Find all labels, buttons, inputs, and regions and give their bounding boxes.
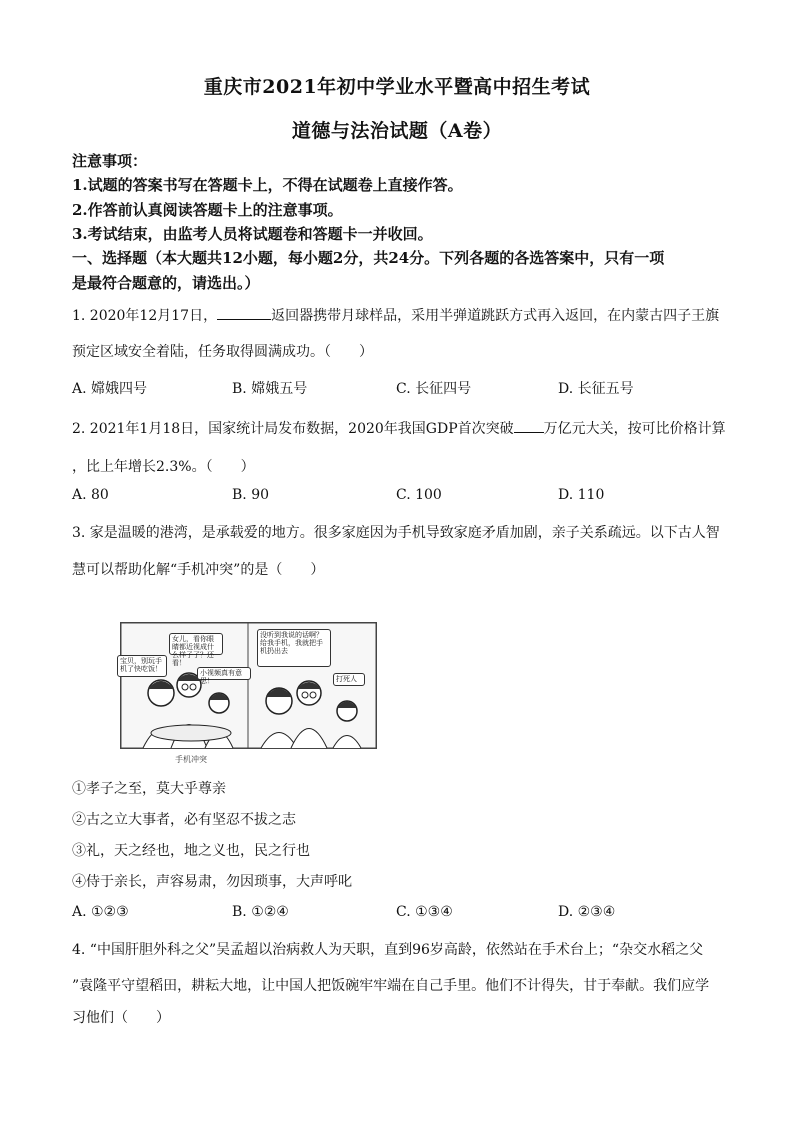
option-d[interactable]: D. 110: [558, 487, 605, 503]
statement-item: ③礼，天之经也，地之义也，民之行也: [72, 843, 310, 859]
statement-item: ①孝子之至，莫大乎尊亲: [72, 781, 226, 797]
option-b[interactable]: B. 嫦娥五号: [232, 381, 308, 397]
cartoon-caption: 手机冲突: [175, 755, 207, 764]
speech-bubble: 小视频真有意思！: [197, 667, 251, 680]
exam-title: 重庆市2021年初中学业水平暨高中招生考试: [203, 76, 591, 98]
speech-bubble: 打死人: [333, 673, 365, 686]
option-c[interactable]: C. 长征四号: [396, 381, 472, 397]
option-c[interactable]: C. 100: [396, 487, 442, 503]
answer-blank: [217, 318, 271, 320]
speech-bubble: 宝贝，别玩手机了快吃饭！: [117, 655, 167, 677]
option-b[interactable]: B. 90: [232, 487, 270, 503]
notice-item: 2.作答前认真阅读答题卡上的注意事项。: [72, 201, 343, 219]
statement-item: ②古之立大事者，必有坚忍不拔之志: [72, 812, 296, 828]
answer-blank: [514, 431, 544, 433]
notice-item: 3.考试结束，由监考人员将试题卷和答题卡一并收回。: [72, 225, 433, 243]
question-4-text-cont: ”袁隆平守望稻田，耕耘大地，让中国人把饭碗牢牢端在自己手里。他们不计得失，甘于奉献。我们应学: [72, 978, 710, 994]
speech-bubble: 没听到我说的话啊？给我手机，我就把手机扔出去: [257, 629, 331, 667]
notice-item: 1.试题的答案书写在答题卡上，不得在试题卷上直接作答。: [72, 176, 463, 194]
question-1-post: 返回器携带月球样品，采用半弹道跳跃方式再入返回，在内蒙古四子王旗: [271, 308, 720, 324]
notice-heading: 注意事项：: [72, 152, 148, 170]
question-3-text-cont: 慧可以帮助化解“手机冲突”的是（ ）: [72, 562, 325, 578]
question-1-text: [72, 305, 719, 325]
option-b[interactable]: B. ①②④: [232, 904, 289, 920]
question-1-pre: 1. 2020年12月17日，: [72, 308, 218, 324]
question-2-post: 万亿元大关，按可比价格计算: [543, 421, 726, 437]
question-1-text-cont: 预定区域安全着陆，任务取得圆满成功。（ ）: [72, 344, 373, 360]
cartoon-image: [120, 622, 377, 749]
option-d[interactable]: D. 长征五号: [558, 381, 634, 397]
option-a[interactable]: A. ①②③: [72, 904, 129, 920]
section-heading: 一、选择题（本大题共12小题，每小题2分，共24分。下列各题的各选答案中，只有一项: [72, 249, 665, 267]
option-d[interactable]: D. ②③④: [558, 904, 616, 920]
speech-bubble: 女儿，看你眼睛都近视成什么样子了？还看！: [169, 633, 223, 655]
question-3-text: 3. 家是温暖的港湾，是承载爱的地方。很多家庭因为手机导致家庭矛盾加剧，亲子关系疏远。以下古人智: [72, 525, 720, 541]
question-2-text-cont: ，比上年增长2.3%。（ ）: [72, 459, 255, 475]
question-4-text: 4. “中国肝胆外科之父”吴孟超以治病救人为天职，直到96岁高龄，依然站在手术台上；“杂交水稻之父: [72, 942, 704, 958]
question-2-text: [72, 418, 726, 438]
option-a[interactable]: A. 80: [72, 487, 109, 503]
question-4-text-cont: 习他们（ ）: [72, 1010, 170, 1026]
option-c[interactable]: C. ①③④: [396, 904, 453, 920]
option-a[interactable]: A. 嫦娥四号: [72, 381, 148, 397]
section-heading-cont: 是最符合题意的，请选出。）: [72, 274, 260, 292]
statement-item: ④侍于亲长，声容易肃，勿因琐事，大声呼叱: [72, 874, 352, 890]
exam-subtitle: 道德与法治试题（A卷）: [291, 120, 503, 142]
question-2-pre: 2. 2021年1月18日，国家统计局发布数据，2020年我国GDP首次突破: [72, 421, 514, 437]
